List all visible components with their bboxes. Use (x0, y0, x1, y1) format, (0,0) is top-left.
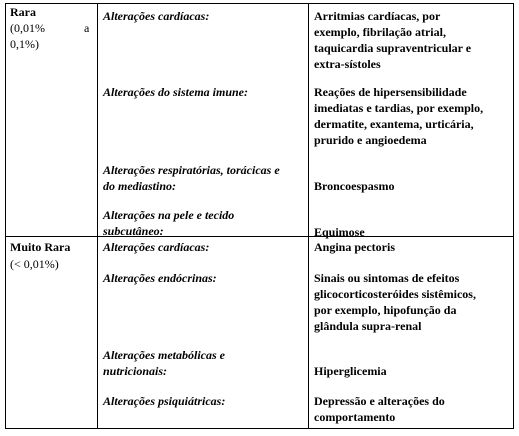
system-organ-class: Alterações na pele e tecido (103, 208, 235, 222)
system-organ-class: Alterações cardíacas: (103, 240, 210, 254)
system-organ-class: do mediastino: (103, 179, 177, 193)
adverse-effect: taquicardia supraventricular e (314, 41, 472, 55)
adverse-effect: Equimose (314, 225, 365, 239)
adverse-effect: dermatite, exantema, urticária, (314, 117, 474, 131)
adverse-effect: glândula supra-renal (314, 319, 422, 333)
system-organ-class: nutricionais: (103, 364, 168, 378)
system-organ-class: subcutâneo: (103, 224, 164, 238)
frequency-range: (< 0,01%) (10, 257, 59, 271)
adverse-effect: extra-sístoles (314, 57, 381, 71)
system-organ-class: Alterações respiratórias, torácicas e (103, 163, 280, 177)
adverse-effect: exemplo, fibrilação atrial, (314, 25, 446, 39)
adverse-effect: por exemplo, hipofunção da (314, 303, 457, 317)
adverse-effect: Sinais ou sintomas de efeitos (314, 271, 460, 285)
adverse-effect: comportamento (314, 410, 396, 424)
adverse-effect: prurido e angioedema (314, 133, 427, 147)
frequency-label: Rara (10, 5, 36, 19)
adverse-effect: Arritmias cardíacas, por (314, 9, 441, 23)
system-organ-class: Alterações psiquiátricas: (103, 394, 226, 408)
frequency-label: Muito Rara (10, 240, 71, 254)
row-divider (6, 236, 513, 237)
adverse-effect: Angina pectoris (314, 240, 395, 254)
adverse-effect: Hiperglicemia (314, 364, 387, 378)
system-organ-class: Alterações metabólicas e (103, 348, 225, 362)
column-divider-1 (97, 4, 98, 428)
column-divider-2 (308, 4, 309, 428)
system-organ-class: Alterações cardíacas: (103, 9, 210, 23)
adverse-effect: glicocorticosteróides sistêmicos, (314, 287, 476, 301)
adverse-effect: imediatas e tardias, por exemplo, (314, 101, 484, 115)
adverse-reactions-table (5, 3, 514, 429)
system-organ-class: Alterações endócrinas: (103, 271, 217, 285)
frequency-range-start: (0,01% (10, 21, 45, 35)
adverse-effect: Depressão e alterações do (314, 394, 445, 408)
frequency-range-end: 0,1%) (10, 37, 39, 51)
adverse-effect: Broncoespasmo (314, 179, 395, 193)
frequency-range-connector: a (84, 21, 90, 35)
system-organ-class: Alterações do sistema imune: (103, 85, 248, 99)
adverse-effect: Reações de hipersensibilidade (314, 85, 467, 99)
